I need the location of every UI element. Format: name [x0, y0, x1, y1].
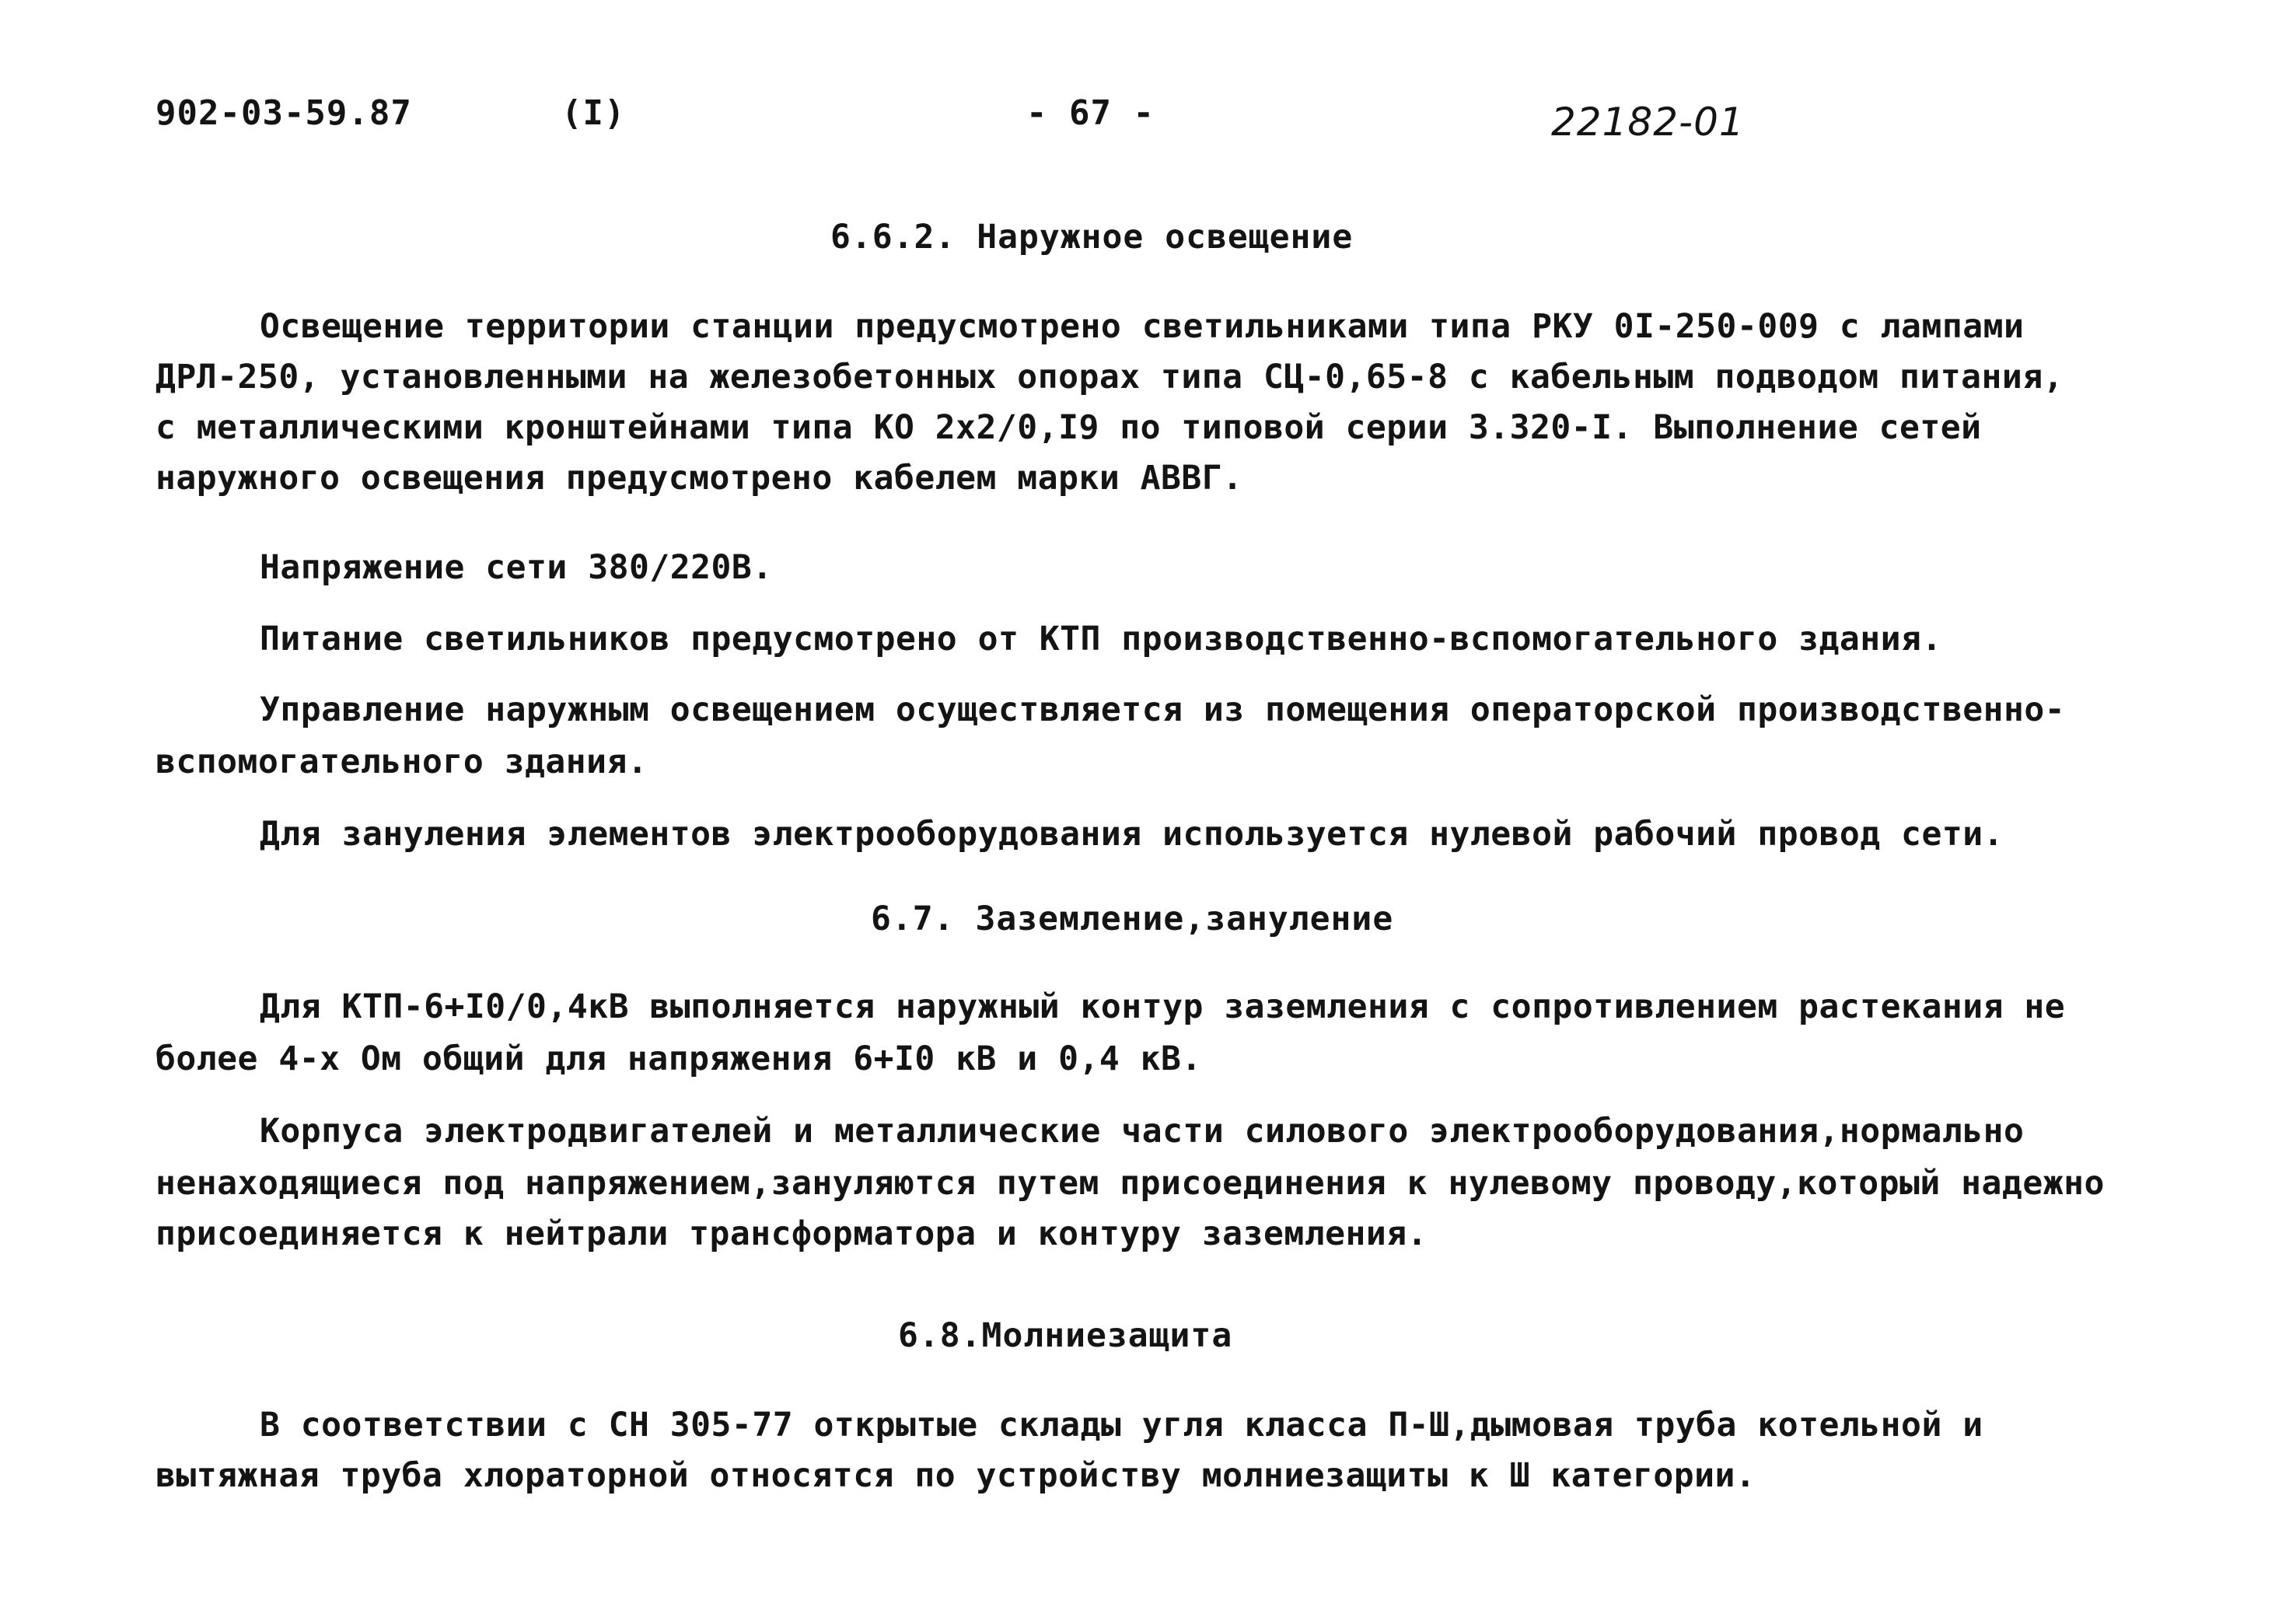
paragraph-line: присоединяется к нейтрали трансформатора и контуру заземления.: [156, 1214, 1428, 1253]
paragraph-line: Корпуса электродвигателей и металлические части силового электрооборудования,нормально: [260, 1112, 2025, 1151]
section-heading-6-6-2: 6.6.2. Наружное освещение: [830, 218, 1354, 257]
paragraph-line: Для зануления элементов электрооборудования используется нулевой рабочий провод сети.: [260, 815, 2004, 854]
paragraph-line: Освещение территории станции предусмотрено светильниками типа РКУ 0I-250-009 с лампами: [260, 307, 2025, 346]
paragraph-line: Питание светильников предусмотрено от КТП производственно-вспомогательного здания.: [260, 620, 1942, 659]
paragraph-line: вспомогательного здания.: [156, 742, 648, 781]
section-heading-6-7: 6.7. Заземление,зануление: [871, 900, 1394, 938]
archive-number: 22182-01: [1551, 100, 1745, 145]
paragraph-line: наружного освещения предусмотрено кабелем марки АВВГ.: [156, 459, 1243, 498]
paragraph-line: В соответствии с СН 305-77 открытые склады угля класса П-Ш,дымовая труба котельной и: [260, 1406, 1983, 1445]
paragraph-line: более 4-х Ом общий для напряжения 6+I0 кВ и 0,4 кВ.: [156, 1039, 1202, 1078]
page-number: - 67 -: [1026, 93, 1155, 133]
paragraph-line: ненаходящиеся под напряжением,зануляются путем присоединения к нулевому проводу,который надежно: [156, 1164, 2105, 1203]
volume-number: (I): [561, 93, 626, 133]
paragraph-line: с металлическими кронштейнами типа КО 2х2/0,I9 по типовой серии 3.320-I. Выполнение сетей: [156, 408, 1982, 447]
paragraph-line: Для КТП-6+I0/0,4кВ выполняется наружный контур заземления с сопротивлением растекания не: [260, 987, 2066, 1026]
paragraph-line: Управление наружным освещением осуществляется из помещения операторской производственно-: [260, 690, 2066, 729]
doc-code: 902-03-59.87: [156, 93, 412, 133]
section-heading-6-8: 6.8.Молниезащита: [898, 1316, 1233, 1355]
paragraph-line: Напряжение сети 380/220В.: [260, 548, 773, 587]
paragraph-line: вытяжная труба хлораторной относятся по устройству молниезащиты к Ш категории.: [156, 1456, 1756, 1495]
paragraph-line: ДРЛ-250, установленными на железобетонных опорах типа СЦ-0,65-8 с кабельным подводом питания,: [156, 358, 2064, 397]
